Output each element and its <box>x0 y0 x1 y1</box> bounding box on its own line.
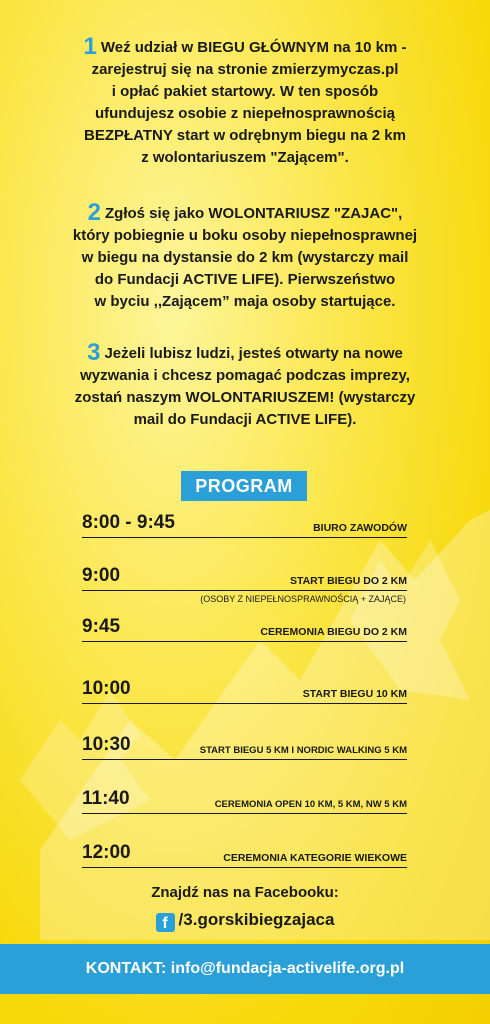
contact-bar[interactable]: KONTAKT: info@fundacja-activelife.org.pl <box>0 944 490 994</box>
step-line: wyzwania i chcesz pomagać podczas imprezy, <box>80 367 410 384</box>
program-event: START BIEGU 10 KM <box>302 688 407 700</box>
step-number: 1 <box>83 33 97 60</box>
step-line: zarejestruj się na stronie zmierzymyczas.pl <box>91 61 399 78</box>
step-1 <box>20 33 470 169</box>
step-line: który pobiegnie u boku osoby niepełnosprawnej <box>72 227 418 244</box>
step-3 <box>20 339 470 431</box>
step-number: 2 <box>87 199 102 226</box>
facebook-icon: f <box>156 913 175 932</box>
program-event: CEREMONIA OPEN 10 KM, 5 KM, NW 5 KM <box>214 799 407 810</box>
program-row <box>82 838 407 868</box>
step-line: Zgłoś się jako WOLONTARIUSZ "ZAJAC", <box>105 205 403 222</box>
program-event: START BIEGU DO 2 KM <box>289 575 407 587</box>
program-event: BIURO ZAWODÓW <box>313 522 407 534</box>
step-number: 3 <box>87 339 101 366</box>
step-2 <box>20 199 470 313</box>
row-divider <box>82 703 407 705</box>
program-time: 9:45 <box>82 616 121 637</box>
program-row <box>82 674 407 704</box>
row-divider <box>82 867 407 869</box>
program-time: 9:00 <box>82 565 121 586</box>
step-line: w byciu ,,Zającem” maja osoby startujące. <box>94 293 396 310</box>
program-time: 10:30 <box>82 734 131 755</box>
step-line: z wolontariuszem "Zającem". <box>141 149 349 166</box>
program-row <box>82 508 407 538</box>
row-divider <box>82 590 407 592</box>
program-time: 8:00 - 9:45 <box>82 512 175 533</box>
program-row <box>82 730 407 760</box>
program-time: 10:00 <box>82 678 131 699</box>
step-line: zostań naszym WOLONTARIUSZEM! (wystarczy <box>74 389 416 406</box>
step-line: i opłać pakiet startowy. W ten sposób <box>111 83 379 100</box>
step-line: Weź udział w BIEGU GŁÓWNYM na 10 km - <box>100 39 407 56</box>
step-line: mail do Fundacji ACTIVE LIFE). <box>133 411 357 428</box>
program-event: CEREMONIA KATEGORIE WIEKOWE <box>223 852 407 864</box>
program-time: 12:00 <box>82 842 131 863</box>
program-row <box>82 784 407 814</box>
program-event: START BIEGU 5 KM I NORDIC WALKING 5 KM <box>199 745 407 756</box>
row-divider <box>82 759 407 761</box>
program-event: CEREMONIA BIEGU DO 2 KM <box>260 626 407 638</box>
program-row <box>82 612 407 642</box>
row-divider <box>82 537 407 539</box>
step-line: BEZPŁATNY start w odrębnym biegu na 2 km <box>83 127 406 144</box>
row-divider <box>82 641 407 643</box>
facebook-link[interactable] <box>0 910 490 932</box>
program-time: 11:40 <box>82 788 130 809</box>
row-divider <box>82 813 407 815</box>
program-title: PROGRAM <box>181 471 307 501</box>
facebook-title: Znajdź nas na Facebooku: <box>151 884 339 901</box>
step-line: do Fundacji ACTIVE LIFE). Pierwszeństwo <box>94 271 396 288</box>
step-line: w biegu na dystansie do 2 km (wystarczy mail <box>81 249 409 266</box>
program-note: (OSOBY Z NIEPEŁNOSPRAWNOŚCIĄ + ZAJĄCE) <box>200 594 406 604</box>
step-line: ufundujesz osobie z niepełnosprawnością <box>94 105 396 122</box>
step-line: Jeżeli lubisz ludzi, jesteś otwarty na nowe <box>104 345 403 362</box>
program-row <box>82 560 407 591</box>
facebook-handle[interactable]: /3.gorskibiegzajaca <box>178 910 335 929</box>
